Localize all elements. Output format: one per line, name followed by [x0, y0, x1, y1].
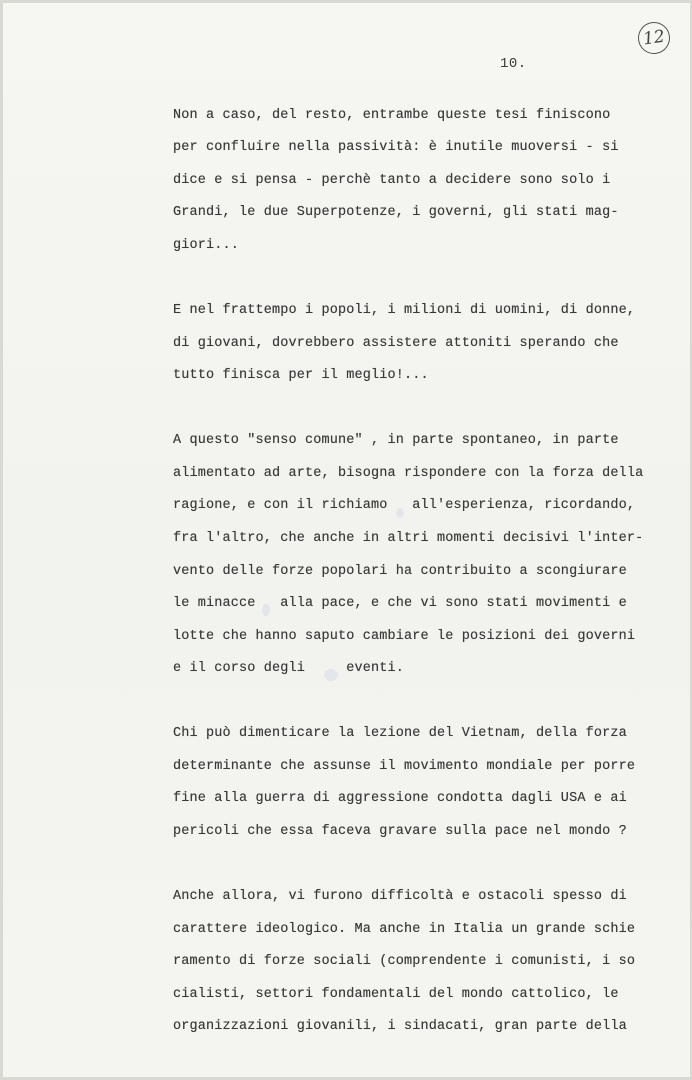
text-line: le minacce alla pace, e che vi sono stati movimenti e — [173, 596, 627, 611]
stamp-number: 12 — [641, 26, 667, 50]
text-line: di giovani, dovrebbero assistere attoniti sperando che — [173, 336, 619, 351]
text-line: fra l'altro, che anche in altri momenti decisivi l'inter- — [173, 531, 644, 546]
text-line: Anche allora, vi furono difficoltà e ostacoli spesso di — [173, 889, 627, 904]
text-line: Chi può dimenticare la lezione del Vietnam, della forza — [173, 726, 627, 741]
text-line: E nel frattempo i popoli, i milioni di uomini, di donne, — [173, 303, 636, 318]
text-line: A questo "senso comune" , in parte spontaneo, in parte — [173, 433, 619, 448]
text-line: determinante che assunse il movimento mondiale per porre — [173, 759, 636, 774]
page-edge-left — [0, 0, 3, 1080]
text-line: dice e si pensa - perchè tanto a decidere sono solo i — [173, 173, 611, 188]
text-line: ragione, e con il richiamo all'esperienza, ricordando, — [173, 498, 636, 513]
text-line: per confluire nella passività: è inutile muoversi - si — [173, 140, 619, 155]
text-line: pericoli che essa faceva gravare sulla pace nel mondo ? — [173, 824, 627, 839]
text-line: ramento di forze sociali (comprendente i comunisti, i so — [173, 954, 636, 969]
text-line: carattere ideologico. Ma anche in Italia un grande schie — [173, 922, 636, 937]
page-number: 10. — [500, 56, 527, 72]
text-line: organizzazioni giovanili, i sindacati, gran parte della — [173, 1019, 627, 1034]
text-line: giori... — [173, 238, 240, 253]
text-line: alimentato ad arte, bisogna rispondere con la forza della — [173, 466, 644, 481]
text-line: vento delle forze popolari ha contribuito a scongiurare — [173, 564, 627, 579]
text-line: cialisti, settori fondamentali del mondo cattolico, le — [173, 987, 619, 1002]
page-edge-top — [0, 0, 692, 3]
text-line: tutto finisca per il meglio!... — [173, 368, 429, 383]
text-line: lotte che hanno saputo cambiare le posizioni dei governi — [173, 629, 636, 644]
text-line: Grandi, le due Superpotenze, i governi, gli stati mag- — [173, 205, 619, 220]
text-line: Non a caso, del resto, entrambe queste tesi finiscono — [173, 108, 611, 123]
archive-page-stamp — [636, 20, 672, 56]
text-line: fine alla guerra di aggressione condotta dagli USA e ai — [173, 791, 627, 806]
text-line: e il corso degli eventi. — [173, 661, 405, 676]
